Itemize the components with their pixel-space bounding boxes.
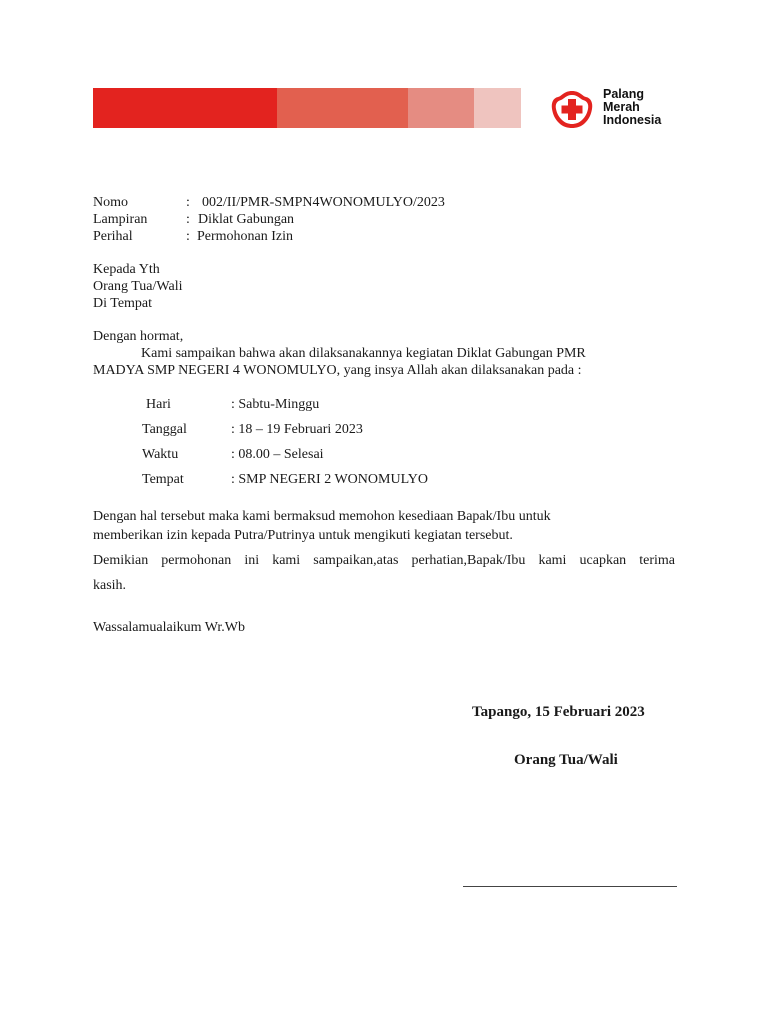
- schedule-value-hari: : Sabtu-Minggu: [231, 397, 320, 412]
- recipient-line-3: Di Tempat: [93, 296, 153, 311]
- logo-line-1: Palang: [603, 87, 644, 101]
- header-bar-pink: [474, 88, 521, 128]
- logo-text: [603, 88, 661, 127]
- meta-label-nomor: Nomo: [93, 195, 128, 210]
- meta-colon: :: [186, 212, 190, 227]
- pmi-logo: [545, 88, 675, 130]
- place-date: Tapango, 15 Februari 2023: [472, 704, 645, 720]
- paragraph-3-line-2: kasih.: [93, 578, 127, 593]
- meta-label-perihal: Perihal: [93, 229, 133, 244]
- schedule-label-tanggal: Tanggal: [142, 422, 187, 437]
- header-bar-red: [93, 88, 277, 128]
- header-bar-coral: [277, 88, 408, 128]
- intro-line-2: MADYA SMP NEGERI 4 WONOMULYO, yang insya Allah akan dilaksanakan pada :: [93, 363, 582, 378]
- greeting: Dengan hormat,: [93, 329, 184, 344]
- logo-line-2: Merah: [603, 100, 640, 114]
- meta-label-lampiran: Lampiran: [93, 212, 148, 227]
- paragraph-2-line-1: Dengan hal tersebut maka kami bermaksud memohon kesediaan Bapak/Ibu untuk: [93, 509, 551, 524]
- schedule-value-waktu: : 08.00 – Selesai: [231, 447, 324, 462]
- meta-value-lampiran: Diklat Gabungan: [198, 212, 295, 227]
- recipient-line-2: Orang Tua/Wali: [93, 279, 183, 294]
- schedule-label-hari: Hari: [146, 397, 171, 412]
- paragraph-3-line-1: Demikian permohonan ini kami sampaikan,atas perhatian,Bapak/Ibu kami ucapkan terima: [93, 553, 675, 568]
- paragraph-2-line-2: memberikan izin kepada Putra/Putrinya untuk mengikuti kegiatan tersebut.: [93, 528, 513, 543]
- signature-line: [463, 886, 677, 887]
- intro-line-1: Kami sampaikan bahwa akan dilaksanakannya kegiatan Diklat Gabungan PMR: [141, 346, 586, 361]
- meta-colon: :: [186, 229, 190, 244]
- logo-line-3: Indonesia: [603, 113, 662, 127]
- meta-colon: :: [186, 195, 190, 210]
- signer-title: Orang Tua/Wali: [514, 752, 618, 768]
- recipient-line-1: Kepada Yth: [93, 262, 160, 277]
- header-bar-salmon: [408, 88, 474, 128]
- schedule-label-waktu: Waktu: [142, 447, 179, 462]
- closing-salutation: Wassalamualaikum Wr.Wb: [93, 620, 246, 635]
- schedule-value-tanggal: : 18 – 19 Februari 2023: [231, 422, 363, 437]
- schedule-label-tempat: Tempat: [142, 472, 184, 487]
- red-cross-icon: [549, 88, 595, 130]
- schedule-value-tempat: : SMP NEGERI 2 WONOMULYO: [231, 472, 428, 487]
- meta-value-perihal: Permohonan Izin: [197, 229, 294, 244]
- meta-value-nomor: 002/II/PMR-SMPN4WONOMULYO/2023: [202, 195, 445, 210]
